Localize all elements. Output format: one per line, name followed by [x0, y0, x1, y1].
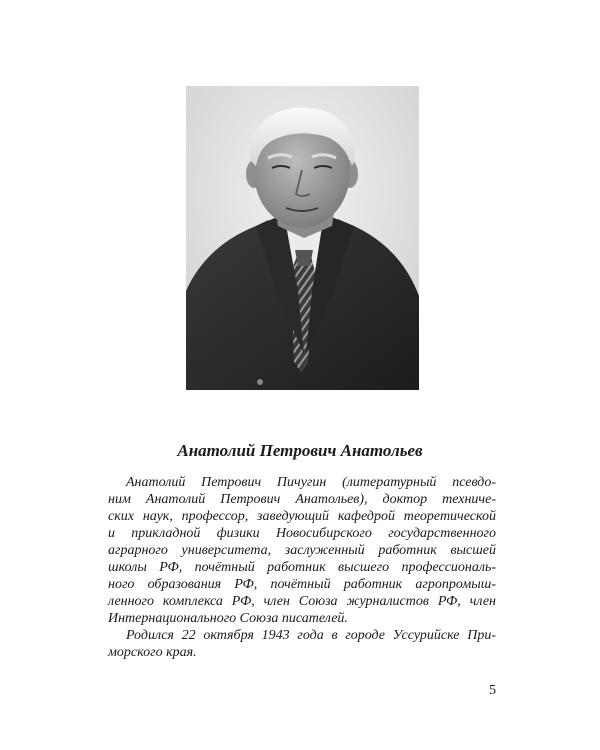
bio-line: морского края. [108, 645, 197, 660]
bio-line: и прикладной физики Новосибирского государственного [108, 526, 496, 541]
bio-line: ских наук, профессор, заведующий кафедрой теоретической [108, 509, 496, 524]
bio-line: школы РФ, почётный работник высшего профессиональ- [108, 560, 496, 575]
portrait-photo-icon [186, 86, 419, 390]
bio-line: ним Анатолий Петрович Анатольев), доктор техниче- [108, 492, 496, 507]
page-number: 5 [489, 683, 496, 698]
bio-line: Анатолий Петрович Пичугин (литературный псевдо- [126, 475, 496, 490]
bio-line: ленного комплекса РФ, член Союза журналистов РФ, член [108, 594, 496, 609]
bio-line: Родился 22 октября 1943 года в городе Уссурийске При- [126, 628, 496, 643]
author-portrait [186, 86, 419, 390]
bio-line: аграрного университета, заслуженный работник высшей [108, 543, 496, 558]
bio-line: ного образования РФ, почётный работник агропромыш- [108, 577, 496, 592]
bio-line: Интернационального Союза писателей. [108, 611, 348, 626]
author-biography [108, 474, 496, 661]
author-name-heading: Анатолий Петрович Анатольев [177, 441, 423, 460]
